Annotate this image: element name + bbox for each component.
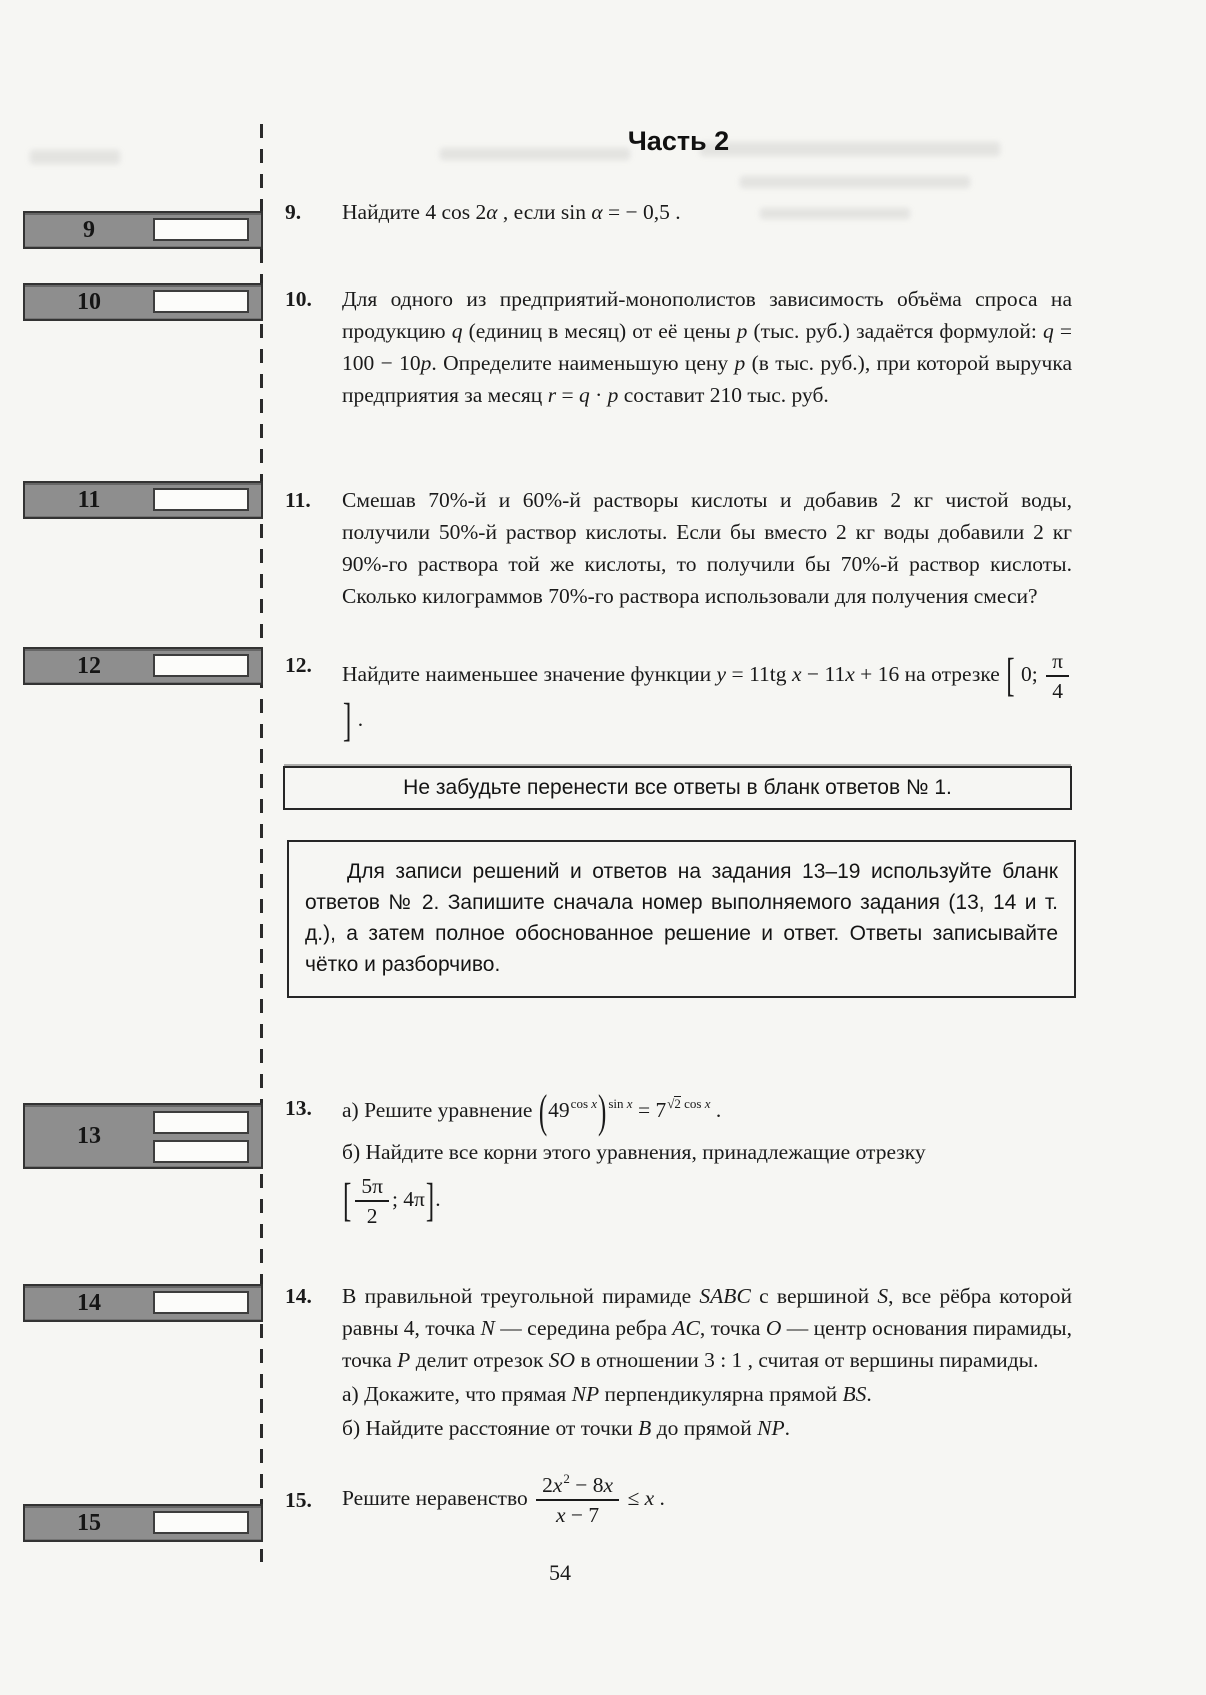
problem-13-part-b: б) Найдите все корни этого уравнения, принадлежащие отрезку <box>342 1140 926 1164</box>
problem-13-part-a: а) Решите уравнение $(49^{cos x}) ^{sin x} = 7^{√2 cos x}$ . <box>342 1087 722 1138</box>
big-bracket: ) <box>598 1087 607 1138</box>
answer-box-9 <box>23 211 263 249</box>
answer-field[interactable] <box>153 290 249 313</box>
problem-text: Найдите наименьшее значение функции y = 11tg x − 11x + 16 на отрезке [ 0; $\frac{\pi}{4}$ ] . <box>342 649 1072 735</box>
notice-instructions-text: Для записи решений и ответов на задания 13–19 используйте бланк ответов № 2. Запишите сначала номер выполняемого задания (13, 14 и т. д.), а затем полное обоснованное решение и ответ. Ответы записывайте чётко и разборчиво. <box>305 860 1058 976</box>
problem-14-part-a: а) Докажите, что прямая NP перпендикулярна прямой BS. <box>342 1382 872 1406</box>
problem-14 <box>285 1280 1072 1444</box>
answer-field[interactable] <box>153 654 249 677</box>
problem-13 <box>285 1087 1072 1229</box>
problem-14-part-b: б) Найдите расстояние от точки B до прямой NP. <box>342 1416 790 1440</box>
answer-box-number: 13 <box>77 1122 101 1149</box>
scan-artifact <box>740 176 970 188</box>
answer-box-13 <box>23 1103 263 1169</box>
problem-text <box>342 1280 1072 1444</box>
answer-box-14 <box>23 1284 263 1322</box>
problem-text: Для одного из предприятий-монополистов зависимость объёма спроса на продукцию q (единиц в месяц) от её цены p (тыс. руб.) задаётся формулой: q = 100 − 10p. Определите наименьшую цену p (в тыс. руб.), при которой выручка предприятия за месяц r = q · p составит 210 тыс. руб. <box>342 287 1072 407</box>
answer-field[interactable] <box>153 1140 249 1163</box>
answer-box-number: 12 <box>77 652 101 679</box>
scan-artifact <box>30 150 120 164</box>
answer-field[interactable] <box>153 488 249 511</box>
answer-field[interactable] <box>153 218 249 241</box>
answer-box-12 <box>23 647 263 685</box>
problem-10 <box>285 283 1072 411</box>
answer-field[interactable] <box>153 1511 249 1534</box>
notice-transfer-answers <box>283 766 1072 810</box>
problem-12 <box>285 649 1072 747</box>
problem-11 <box>285 484 1072 612</box>
big-bracket: ] <box>343 696 352 747</box>
problem-14-statement: В правильной треугольной пирамиде SABC с вершиной S, все рёбра которой равны 4, точка N — середина ребра AC, точка O — центр основания пирамиды, точка P делит отрезок SO в отношении 3 : 1 , считая от вершины пирамиды. <box>342 1284 1072 1372</box>
problem-text: Смешав 70%-й и 60%-й растворы кислоты и добавив 2 кг чистой воды, получили 50%-й раствор кислоты. Если бы вместо 2 кг воды добавили 2 кг 90%-го раствора той же кислоты, то получили бы 70%-й раствор кислоты. Сколько килограммов 70%-го раствора использовали для получения смеси? <box>342 488 1072 608</box>
part-title: Часть 2 <box>627 126 730 156</box>
big-bracket: ] <box>425 1176 435 1227</box>
problem-number: 12. <box>285 653 312 677</box>
problem-9 <box>285 196 1072 228</box>
dashed-cut-line <box>260 124 263 1562</box>
page-number: 54 <box>549 1560 571 1585</box>
problem-text: Найдите 4 cos 2α , если sin α = − 0,5 . <box>342 200 681 224</box>
big-bracket: ( <box>538 1087 548 1138</box>
big-bracket: [ <box>343 1176 352 1227</box>
problem-13-part-b-interval: [ $\frac{5\pi}{2}$ ; 4π]. <box>343 1174 441 1229</box>
answer-box-number: 10 <box>77 288 101 315</box>
answer-box-number: 9 <box>83 216 95 243</box>
problem-number: 14. <box>285 1284 312 1308</box>
notice-transfer-text: Не забудьте перенести все ответы в бланк ответов № 1. <box>403 776 952 799</box>
notice-instructions <box>287 840 1076 998</box>
problem-number: 9. <box>285 200 302 224</box>
big-bracket: [ <box>1006 651 1015 702</box>
fraction: $\frac{2x^2 - 8x}{x - 7}$ <box>533 1473 622 1527</box>
problem-number: 15. <box>285 1487 312 1512</box>
fraction: $\frac{\pi}{4}$ <box>1043 649 1072 703</box>
answer-box-11 <box>23 481 263 519</box>
problem-text <box>342 1087 1072 1229</box>
problem-number: 11. <box>285 488 311 512</box>
answer-box-10 <box>23 283 263 321</box>
answer-field[interactable] <box>153 1111 249 1134</box>
problem-15 <box>285 1462 1072 1538</box>
answer-box-15 <box>23 1504 263 1542</box>
answer-box-number: 11 <box>77 486 101 513</box>
problem-text: Решите неравенство $\frac{2x^2 - 8x}{x - 7}$ ≤ x . <box>342 1470 665 1527</box>
answer-field[interactable] <box>153 1291 249 1314</box>
answer-box-number: 14 <box>77 1289 101 1316</box>
answer-box-number: 15 <box>77 1509 101 1536</box>
problem-number: 13. <box>285 1096 312 1120</box>
fraction: $\frac{5\pi}{2}$ <box>352 1174 392 1228</box>
problem-number: 10. <box>285 287 312 311</box>
sqrt-radical: √2 <box>667 1095 681 1111</box>
